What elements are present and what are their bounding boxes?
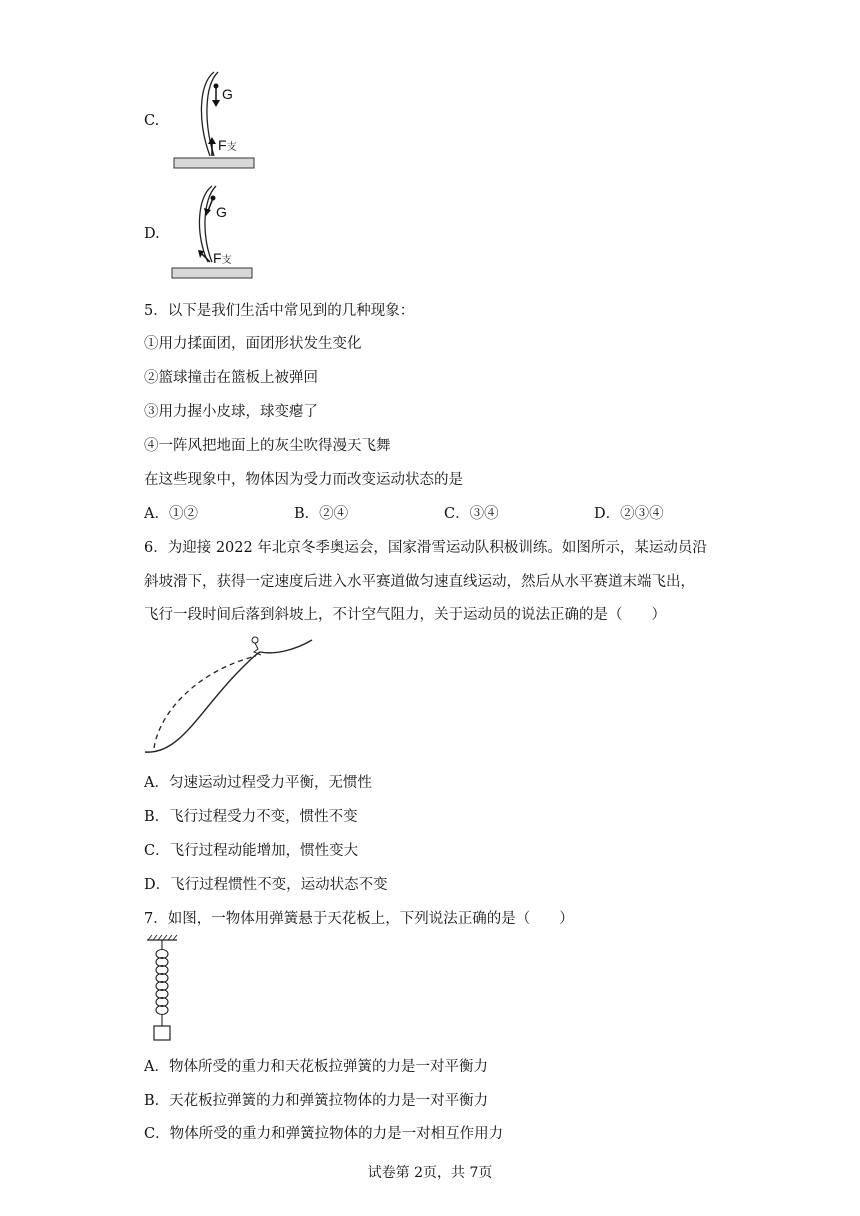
force-g-label: G [222, 86, 233, 102]
q6-stem-line-3: 飞行一段时间后落到斜坡上，不计空气阻力，关于运动员的说法正确的是（ ） [144, 607, 666, 623]
pole-vault-figure-d [166, 178, 286, 288]
force-f-label: F支 [218, 137, 237, 153]
q5-option-c[interactable]: C．③④ [444, 506, 499, 522]
q7-option-b[interactable]: B．天花板拉弹簧的力和弹簧拉物体的力是一对平衡力 [144, 1093, 489, 1109]
q6-stem-line-2: 斜坡滑下，获得一定速度后进入水平赛道做匀速直线运动，然后从水平赛道末端飞出， [144, 574, 695, 590]
option-c-label: C. [144, 113, 160, 129]
q6-stem-line-1: 6．为迎接 2022 年北京冬季奥运会，国家滑雪运动队积极训练。如图所示，某运动员沿 [144, 540, 707, 556]
ski-slope-figure [140, 630, 320, 760]
spring-figure [144, 934, 184, 1044]
pole-vault-figure-c [168, 64, 288, 174]
q6-option-b[interactable]: B．飞行过程受力不变，惯性不变 [144, 809, 358, 825]
q5-option-b[interactable]: B．②④ [294, 506, 349, 522]
force-f-label: F支 [213, 250, 232, 266]
q6-option-c[interactable]: C．飞行过程动能增加，惯性变大 [144, 843, 359, 859]
q5-stem: 5．以下是我们生活中常见到的几种现象： [144, 303, 415, 319]
q5-item-2: ②篮球撞击在篮板上被弹回 [144, 370, 318, 386]
force-g-label: G [216, 204, 227, 220]
q5-item-4: ④一阵风把地面上的灰尘吹得漫天飞舞 [144, 438, 391, 454]
q7-option-c[interactable]: C．物体所受的重力和弹簧拉物体的力是一对相互作用力 [144, 1126, 504, 1142]
page-footer: 试卷第 2页，共 7页 [367, 1165, 493, 1181]
q5-option-d[interactable]: D．②③④ [594, 506, 664, 522]
option-d-label: D. [144, 226, 160, 242]
q6-option-d[interactable]: D．飞行过程惯性不变，运动状态不变 [144, 877, 388, 893]
q7-option-a[interactable]: A．物体所受的重力和天花板拉弹簧的力是一对平衡力 [144, 1059, 488, 1075]
q6-option-a[interactable]: A．匀速运动过程受力平衡，无惯性 [144, 775, 372, 791]
q7-stem: 7．如图，一物体用弹簧悬于天花板上，下列说法正确的是（ ） [144, 911, 574, 927]
q5-item-1: ①用力揉面团，面团形状发生变化 [144, 336, 362, 352]
q5-question: 在这些现象中，物体因为受力而改变运动状态的是 [144, 472, 463, 488]
q5-item-3: ③用力握小皮球，球变瘪了 [144, 404, 318, 420]
q5-option-a[interactable]: A．①② [144, 506, 198, 522]
